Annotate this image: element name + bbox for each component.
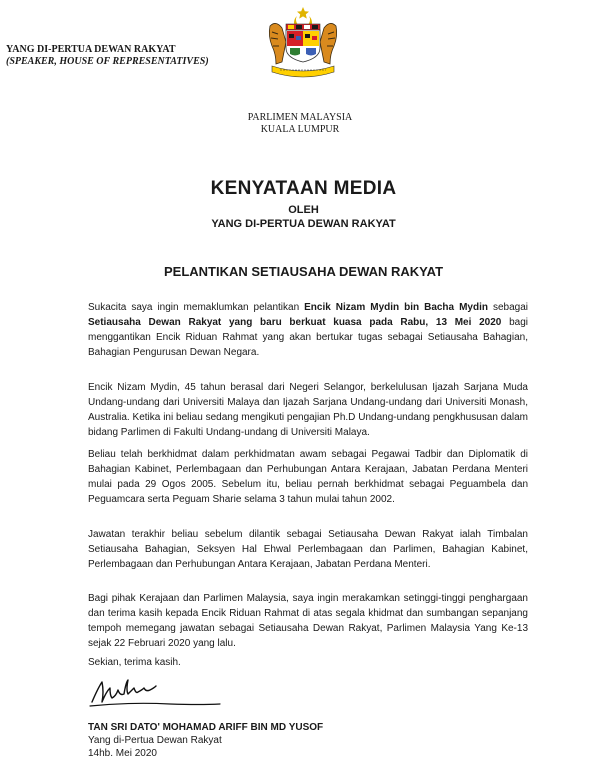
signature-icon [88,676,223,716]
parliament-city: KUALA LUMPUR [260,124,340,135]
coat-of-arms-icon [266,6,340,82]
paragraph-thanks: Bagi pihak Kerajaan dan Parlimen Malaysia, saya ingin merakamkan setinggi-tinggi penghargaan dan terima kasih kepada Encik Riduan Rahmat di atas segala khidmat dan sumbangan sepanjang tempoh memegang jawatan sebagai Setiausaha Dewan Rakyat, Parlimen Malaysia Yang Ke-13 sejak 22 Februari 2020 yang lalu. [88,593,528,649]
document-by-label: OLEH [288,204,319,216]
p1-text-a: Sukacita saya ingin memaklumkan pelantikan [88,302,305,313]
p1-text-e: bagi menggantikan Encik Riduan Rahmat yang akan bertukar tugas sebagai Setiausaha Bahagian, Bahagian Pengurusan Dewan Negara. [88,317,528,358]
signer-name: TAN SRI DATO' MOHAMAD ARIFF BIN MD YUSOF [88,722,324,733]
document-title: KENYATAAN MEDIA [210,178,397,199]
office-title-english: (SPEAKER, HOUSE OF REPRESENTATIVES) [6,56,209,67]
paragraph-announcement [88,300,528,360]
signer-block [88,721,323,760]
paragraph-last-post: Jawatan terakhir beliau sebelum dilantik sebagai Setiausaha Dewan Rakyat ialah Timbalan Setiausaha Bahagian, Seksyen Hal Ehwal Perlembagaan dan Parlimen, Bahagian Kabinet, Perlembagaan dan Perhubungan Antara Kerajaan, Jabatan Perdana Menteri. [88,529,528,570]
signer-title: Yang di-Pertua Dewan Rakyat [88,735,222,746]
document-subject: PELANTIKAN SETIAUSAHA DEWAN RAKYAT [163,264,444,279]
signed-date: 14hb. Mei 2020 [88,748,157,759]
parliament-name: PARLIMEN MALAYSIA [247,112,353,123]
parliament-address [200,112,400,136]
appointee-name: Encik Nizam Mydin bin Bacha Mydin [304,302,488,313]
office-title-block [6,44,209,68]
appointment-effective: Setiausaha Dewan Rakyat yang baru berkuat kuasa pada Rabu, 13 Mei 2020 [88,317,502,328]
office-title: YANG DI-PERTUA DEWAN RAKYAT [6,44,176,55]
paragraph-background: Encik Nizam Mydin, 45 tahun berasal dari Negeri Selangor, berkelulusan Ijazah Sarjana Muda Undang-undang dari Universiti Malaya dan Ijazah Sarjana Undang-undang dari Universiti Monash, Australia. Ketika ini beliau sedang mengikuti pengajian Ph.D Undang-undang pengkhususan dalam bidang Parlimen di Fakulti Undang-undang di Universiti Malaya. [88,382,528,438]
paragraph-career: Beliau telah berkhidmat dalam perkhidmatan awam sebagai Pegawai Tadbir dan Diplomatik di Bahagian Kabinet, Perlembagaan dan Perhubungan Antara Kerajaan, Jabatan Perdana Menteri mulai pada 29 Ogos 2005. Sebelum itu, beliau pernah berkhidmat sebagai Peguambela dan Peguamcara serta Peguam Sharie selama 3 tahun mulai tahun 2002. [88,449,528,505]
p1-text-c: sebagai [487,302,528,313]
document-issuer: YANG DI-PERTUA DEWAN RAKYAT [211,218,396,230]
closing-line: Sekian, terima kasih. [88,657,181,668]
